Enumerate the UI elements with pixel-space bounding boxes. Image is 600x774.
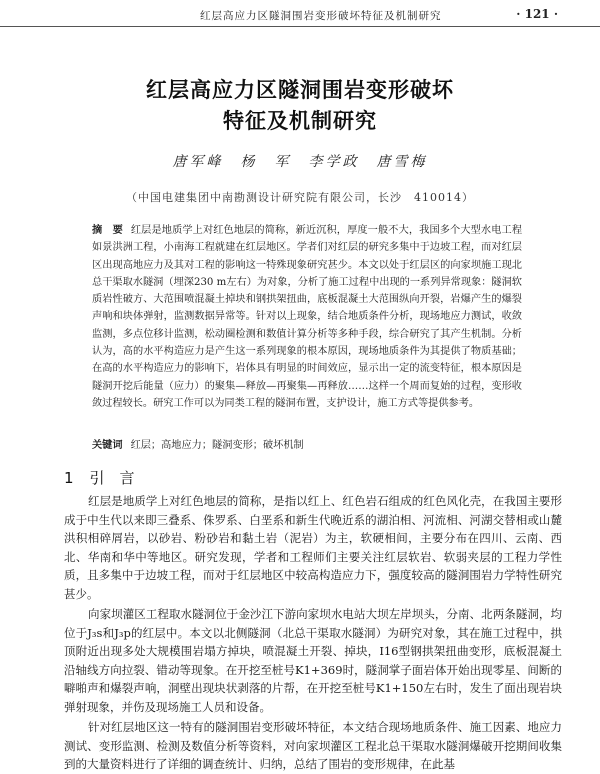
page-number: · 121 · <box>516 7 558 21</box>
keywords-text: 红层；高地应力；隧洞变形；破坏机制 <box>130 440 304 451</box>
authors: 唐军峰 杨 军 李学政 唐雪梅 <box>172 154 428 170</box>
abstract-label: 摘 要 <box>92 224 123 236</box>
body-paragraph-1-text: 红层是地质学上对红色地层的简称，是指以红上、红色岩石组成的红色风化壳，在我国主要形成于中生代以来即三叠系、侏罗系、白垩系和新生代晚近系的湖泊相、河流相、河湖交替相或山麓洪积相碎屑岩，以砂岩、粉砂岩和黏土岩（泥岩）为主，软硬相间，主要分布在四川、云南、西北、华南和华中等地区。研究发现，学者和工程师们主要关注红层软岩、软弱夹层的工程力学性质，且多集中于边坡工程，而对于红层地区中较高构造应力下，强度较高的隧洞围岩力学特性研究甚少。 <box>64 494 562 601</box>
keywords <box>92 436 522 451</box>
section-number: 1 <box>64 469 74 487</box>
section-title: 引 言 <box>89 469 135 487</box>
body-paragraph-3 <box>64 718 562 774</box>
body-paragraph-2 <box>64 605 562 717</box>
affiliation: （中国电建集团中南勘测设计研究院有限公司，长沙 410014） <box>126 191 474 204</box>
paper-title-line-2: 特征及机制研究 <box>223 109 377 133</box>
running-title: 红层高应力区隧洞围岩变形破坏特征及机制研究 <box>200 10 442 22</box>
running-header <box>0 0 600 27</box>
paper-title-line-1: 红层高应力区隧洞围岩变形破坏 <box>146 78 454 102</box>
abstract-text: 红层是地质学上对红色地层的简称，新近沉积，厚度一般不大，我国多个大型水电工程如景洪洲工程，小南海工程就建在红层地区。学者们对红层的研究多集中于边坡工程，而对红层区出现高地应力及其对工程的影响这一特殊现象研究甚少。本文以处于红层区的向家坝施工现北总干渠取水隧洞（埋深230 m左右）为对象，分析了施工过程中出现的一系列异常现象：隧洞软质岩性破方、大范围喷混凝土掉块和钢拱架扭曲，底板混凝土大范围纵向开裂，岩爆产生的爆裂声响和块体弹射，监测数据异常等。针对以上现象，结合地质条件分析，现场地应力测试，收敛监测，多点位移计监测，松动圈检测和数值计算分析等多种手段，综合研究了其产生机制。分析认为，高的水平构造应力是产生这一系列现象的根本原因，现场地质条件为其提供了物质基础；在高的水平构造应力的影响下，岩体具有明显的时间效应，显示出一定的流变特征，根本原因是隧洞开挖后能量（应力）的聚集—释放—再聚集—再释放……这样一个周而复始的过程，变形收敛过程较长。研究工作可以为同类工程的隧洞布置，支护设计，施工方式等提供参考。 <box>92 225 523 409</box>
body-paragraph-3-text: 针对红层地区这一特有的隧洞围岩变形破坏特征，本文结合现场地质条件、施工因素、地应力测试、变形监测、检测及数值分析等资料，对向家坝灌区工程北总干渠取水隧洞爆破开挖期间收集到的大量资料进行了详细的调查统计、归纳，总结了围岩的变形规律，在此基 <box>64 720 562 772</box>
section-heading <box>64 467 135 488</box>
body-paragraph-2-text: 向家坝灌区工程取水隧洞位于金沙江下游向家坝水电站大坝左岸坝头，分南、北两条隧洞，均位于J₃s和J₃p的红层中。本文以北侧隧洞（北总干渠取水隧洞）为研究对象，其在施工过程中，拱顶附近出现多处大规模围岩塌方掉块，喷混凝土开裂、掉块，I16型钢拱架扭曲变形，底板混凝土沿轴线方向拉裂、错动等现象。在开挖至桩号K1+369时，隧洞掌子面岩体开始出现零星、间断的噼啪声和爆裂声响，洞壁出现块状剥落的片帮，在开挖至桩号K1+150左右时，发生了面出现岩块弹射现象，并伤及现场施工人员和设备。 <box>64 607 562 714</box>
abstract <box>92 222 522 412</box>
keywords-label: 关键词 <box>92 439 123 451</box>
body-paragraph-1 <box>64 492 562 604</box>
